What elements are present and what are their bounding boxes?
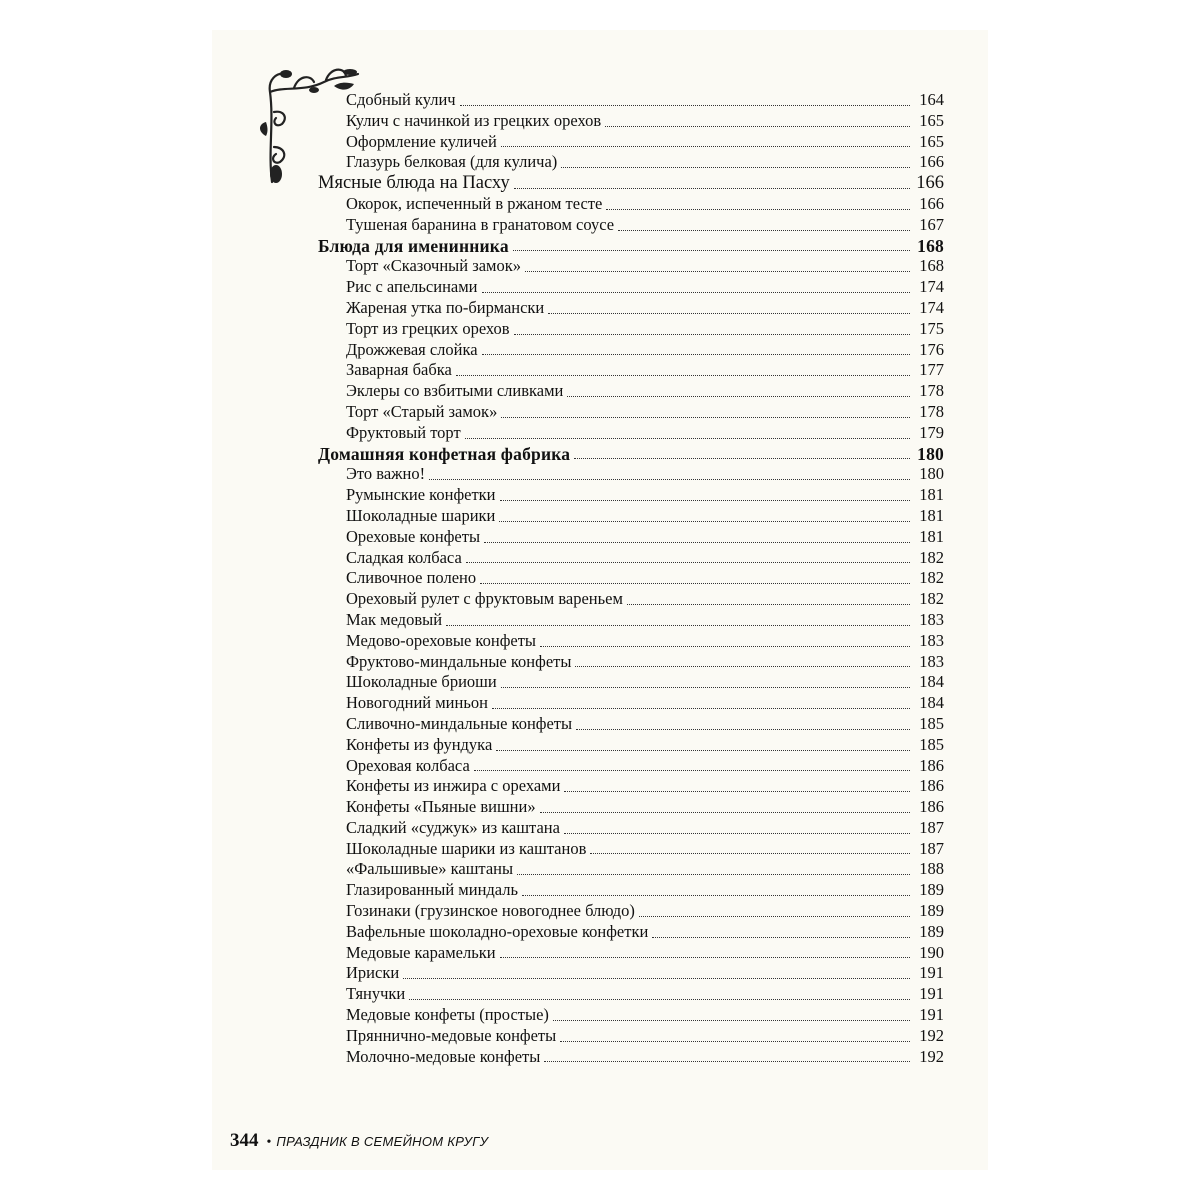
footer-bullet: •: [266, 1135, 272, 1150]
toc-entry-title: Сдобный кулич: [346, 90, 456, 109]
toc-page-number: 179: [919, 422, 944, 442]
toc-entry-title: Медовые конфеты (простые): [346, 1005, 549, 1025]
toc-entry: [318, 963, 944, 984]
toc-entry: [318, 485, 944, 506]
toc-entry-title: «Фальшивые» каштаны: [346, 859, 514, 879]
toc-entry-title: Конфеты из фундука: [346, 734, 493, 754]
dot-leader: [652, 936, 910, 938]
toc-entry-title: Фруктово-миндальные конфеты: [346, 651, 572, 671]
dot-leader: [492, 707, 910, 709]
dot-leader: [500, 499, 910, 501]
toc-page-number: 182: [919, 547, 944, 567]
toc-entry: [318, 381, 944, 402]
toc-page-number: 188: [919, 859, 944, 879]
toc-entry-title: Торт «Сказочный замок»: [346, 256, 522, 276]
toc-page-number: 192: [919, 1025, 944, 1045]
dot-leader: [409, 998, 910, 1000]
dot-leader: [499, 520, 910, 522]
toc-page-number: 180: [917, 443, 944, 464]
dot-leader: [606, 208, 910, 210]
dot-leader: [574, 457, 910, 459]
toc-entry-title: Гозинаки (грузинское новогоднее блюдо): [346, 901, 635, 921]
dot-leader: [501, 686, 910, 688]
toc-entry: [318, 340, 944, 361]
dot-leader: [501, 145, 910, 147]
toc-page-number: 168: [917, 235, 944, 256]
toc-page-number: 164: [919, 90, 944, 109]
dot-leader: [500, 956, 910, 958]
toc-page-number: 185: [919, 734, 944, 754]
toc-entry-title: Новогодний миньон: [346, 693, 488, 713]
toc-entry-title: Мак медовый: [346, 609, 443, 629]
toc-page-number: 191: [919, 963, 944, 983]
toc-entry: [318, 548, 944, 569]
toc-entry-title: Это важно!: [346, 464, 426, 484]
toc-page-number: 175: [919, 318, 944, 338]
toc-entry: [318, 652, 944, 673]
dot-leader: [517, 873, 910, 875]
toc-page-number: 192: [919, 1046, 944, 1066]
dot-leader: [456, 374, 910, 376]
dot-leader: [567, 395, 910, 397]
toc-page-number: 168: [919, 256, 944, 276]
toc-entry: [318, 568, 944, 589]
dot-leader: [561, 166, 910, 168]
toc-entry: [318, 132, 944, 153]
toc-section-heading: [318, 444, 944, 465]
dot-leader: [514, 333, 910, 335]
toc-entry-title: Дрожжевая слойка: [346, 339, 478, 359]
dot-leader: [465, 437, 910, 439]
toc-entry-title: Шоколадные бриоши: [346, 672, 497, 692]
toc-entry-title: Вафельные шоколадно-ореховые конфетки: [346, 921, 649, 941]
toc-page-number: 174: [919, 297, 944, 317]
toc-page-number: 178: [919, 381, 944, 401]
dot-leader: [482, 291, 910, 293]
toc-entry: [318, 756, 944, 777]
toc-entry-title: Фруктовый торт: [346, 422, 461, 442]
toc-entry: [318, 298, 944, 319]
toc-page-number: 177: [919, 360, 944, 380]
toc-page-number: 167: [919, 214, 944, 234]
toc-page-number: 189: [919, 901, 944, 921]
toc-page-number: 187: [919, 838, 944, 858]
toc-entry-title: Эклеры со взбитыми сливками: [346, 381, 564, 401]
toc-entry-title: Окорок, испеченный в ржаном тесте: [346, 193, 603, 213]
toc-entry-title: Конфеты «Пьяные вишни»: [346, 797, 536, 817]
toc-page-number: 186: [919, 755, 944, 775]
toc-entry-title: Конфеты из инжира с орехами: [346, 776, 561, 796]
toc-page-number: 183: [919, 630, 944, 650]
dot-leader: [627, 603, 910, 605]
toc-entry: [318, 1047, 944, 1068]
toc-entry-title: Тушеная баранина в гранатовом соусе: [346, 214, 615, 234]
toc-entry: [318, 735, 944, 756]
toc-entry: [318, 818, 944, 839]
book-page: [212, 30, 988, 1170]
dot-leader: [501, 416, 910, 418]
dot-leader: [548, 312, 910, 314]
toc-entry: [318, 859, 944, 880]
dot-leader: [466, 561, 910, 563]
toc-entry: [318, 880, 944, 901]
toc-page-number: 166: [916, 173, 944, 194]
dot-leader: [522, 894, 910, 896]
toc-entry-title: Шоколадные шарики из каштанов: [346, 838, 587, 858]
toc-section-heading: [318, 236, 944, 257]
toc-entry: [318, 984, 944, 1005]
toc-entry-title: Оформление куличей: [346, 131, 497, 151]
dot-leader: [564, 832, 910, 834]
toc-page-number: 187: [919, 817, 944, 837]
toc-entry-title: Блюда для именинника: [318, 235, 509, 256]
toc-entry: [318, 319, 944, 340]
page-number: 344: [230, 1130, 259, 1151]
toc-entry: [318, 672, 944, 693]
toc-page-number: 182: [919, 568, 944, 588]
dot-leader: [474, 769, 910, 771]
toc-entry: [318, 693, 944, 714]
toc-page-number: 186: [919, 797, 944, 817]
toc-entry-title: Заварная бабка: [346, 360, 452, 380]
toc-entry-title: Глазированный миндаль: [346, 880, 519, 900]
toc-entry-title: Ореховые конфеты: [346, 526, 481, 546]
toc-page-number: 190: [919, 942, 944, 962]
toc-entry: [318, 1005, 944, 1026]
toc-entry-title: Сладкая колбаса: [346, 547, 462, 567]
dot-leader: [525, 270, 910, 272]
toc-page-number: 166: [919, 152, 944, 172]
toc-entry-title: Сливочно-миндальные конфеты: [346, 713, 573, 733]
dot-leader: [560, 1040, 910, 1042]
toc-entry-title: Молочно-медовые конфеты: [346, 1046, 541, 1066]
toc-entry-title: Рис с апельсинами: [346, 277, 478, 297]
toc-entry-title: Торт из грецких орехов: [346, 318, 510, 338]
toc-page-number: 183: [919, 651, 944, 671]
toc-entry-title: Румынские конфетки: [346, 485, 496, 505]
toc-page-number: 191: [919, 1005, 944, 1025]
toc-page-number: 184: [919, 693, 944, 713]
toc-entry-title: Торт «Старый замок»: [346, 401, 498, 421]
toc-entry: [318, 256, 944, 277]
dot-leader: [460, 104, 910, 106]
toc-entry-title: Глазурь белковая (для кулича): [346, 152, 558, 172]
dot-leader: [496, 749, 910, 751]
toc-page-number: 189: [919, 921, 944, 941]
toc-page-number: 182: [919, 589, 944, 609]
toc-page-number: 189: [919, 880, 944, 900]
toc-entry-title: Ириски: [346, 963, 400, 983]
dot-leader: [484, 541, 910, 543]
toc-entry-title: Медово-ореховые конфеты: [346, 630, 536, 650]
toc-entry: [318, 1026, 944, 1047]
dot-leader: [618, 229, 910, 231]
toc-entry: [318, 423, 944, 444]
toc-page-number: 181: [919, 485, 944, 505]
dot-leader: [480, 582, 910, 584]
toc-page-number: 191: [919, 984, 944, 1004]
toc-entry-title: Ореховый рулет с фруктовым вареньем: [346, 589, 623, 609]
toc-entry: [318, 610, 944, 631]
page-footer: [230, 1130, 488, 1152]
toc-entry-title: Мясные блюда на Пасху: [318, 173, 510, 194]
dot-leader: [564, 790, 910, 792]
toc-entry: [318, 277, 944, 298]
toc-page-number: 165: [919, 131, 944, 151]
dot-leader: [639, 915, 910, 917]
toc-entry: [318, 589, 944, 610]
toc-entry: [318, 152, 944, 173]
toc-entry: [318, 506, 944, 527]
toc-page-number: 174: [919, 277, 944, 297]
toc-entry-title: Жареная утка по-бирмански: [346, 297, 545, 317]
dot-leader: [605, 125, 910, 127]
dot-leader: [446, 624, 910, 626]
toc-entry-title: Сливочное полено: [346, 568, 477, 588]
toc-entry: [318, 527, 944, 548]
toc-page-number: 165: [919, 110, 944, 130]
toc-entry: [318, 797, 944, 818]
toc-entry-title: Сладкий «суджук» из каштана: [346, 817, 560, 837]
dot-leader: [482, 353, 910, 355]
toc-entry: [318, 943, 944, 964]
toc-entry: [318, 714, 944, 735]
toc-entry-title: Пряннично-медовые конфеты: [346, 1025, 557, 1045]
toc-entry-title: Кулич с начинкой из грецких орехов: [346, 110, 602, 130]
dot-leader: [590, 852, 910, 854]
toc-page-number: 184: [919, 672, 944, 692]
toc-page-number: 183: [919, 609, 944, 629]
toc-entry: [318, 215, 944, 236]
toc-entry-title: Шоколадные шарики: [346, 505, 496, 525]
toc-entry: [318, 402, 944, 423]
toc-page-number: 176: [919, 339, 944, 359]
dot-leader: [544, 1060, 910, 1062]
toc-entry: [318, 839, 944, 860]
toc-entry: [318, 631, 944, 652]
toc-entry: [318, 360, 944, 381]
toc-page-number: 185: [919, 713, 944, 733]
dot-leader: [429, 478, 910, 480]
toc-entry: [318, 922, 944, 943]
toc-page-number: 180: [919, 464, 944, 484]
toc-page-number: 166: [919, 193, 944, 213]
running-title: ПРАЗДНИК В СЕМЕЙНОМ КРУГУ: [276, 1134, 489, 1149]
toc-page-number: 178: [919, 401, 944, 421]
table-of-contents: [318, 90, 944, 1067]
dot-leader: [576, 728, 910, 730]
toc-entry: [318, 901, 944, 922]
dot-leader: [514, 187, 910, 189]
toc-entry-title: Тянучки: [346, 984, 406, 1004]
dot-leader: [540, 645, 910, 647]
toc-entry-title: Домашняя конфетная фабрика: [318, 443, 571, 464]
toc-entry: [318, 194, 944, 215]
toc-section-heading: [318, 173, 944, 194]
toc-entry: [318, 90, 944, 111]
toc-entry: [318, 111, 944, 132]
dot-leader: [553, 1019, 910, 1021]
toc-page-number: 181: [919, 505, 944, 525]
toc-entry: [318, 776, 944, 797]
toc-page-number: 186: [919, 776, 944, 796]
dot-leader: [403, 977, 910, 979]
toc-entry-title: Ореховая колбаса: [346, 755, 470, 775]
dot-leader: [513, 249, 910, 251]
toc-entry-title: Медовые карамельки: [346, 942, 496, 962]
toc-entry: [318, 464, 944, 485]
dot-leader: [575, 665, 910, 667]
toc-page-number: 181: [919, 526, 944, 546]
dot-leader: [540, 811, 910, 813]
